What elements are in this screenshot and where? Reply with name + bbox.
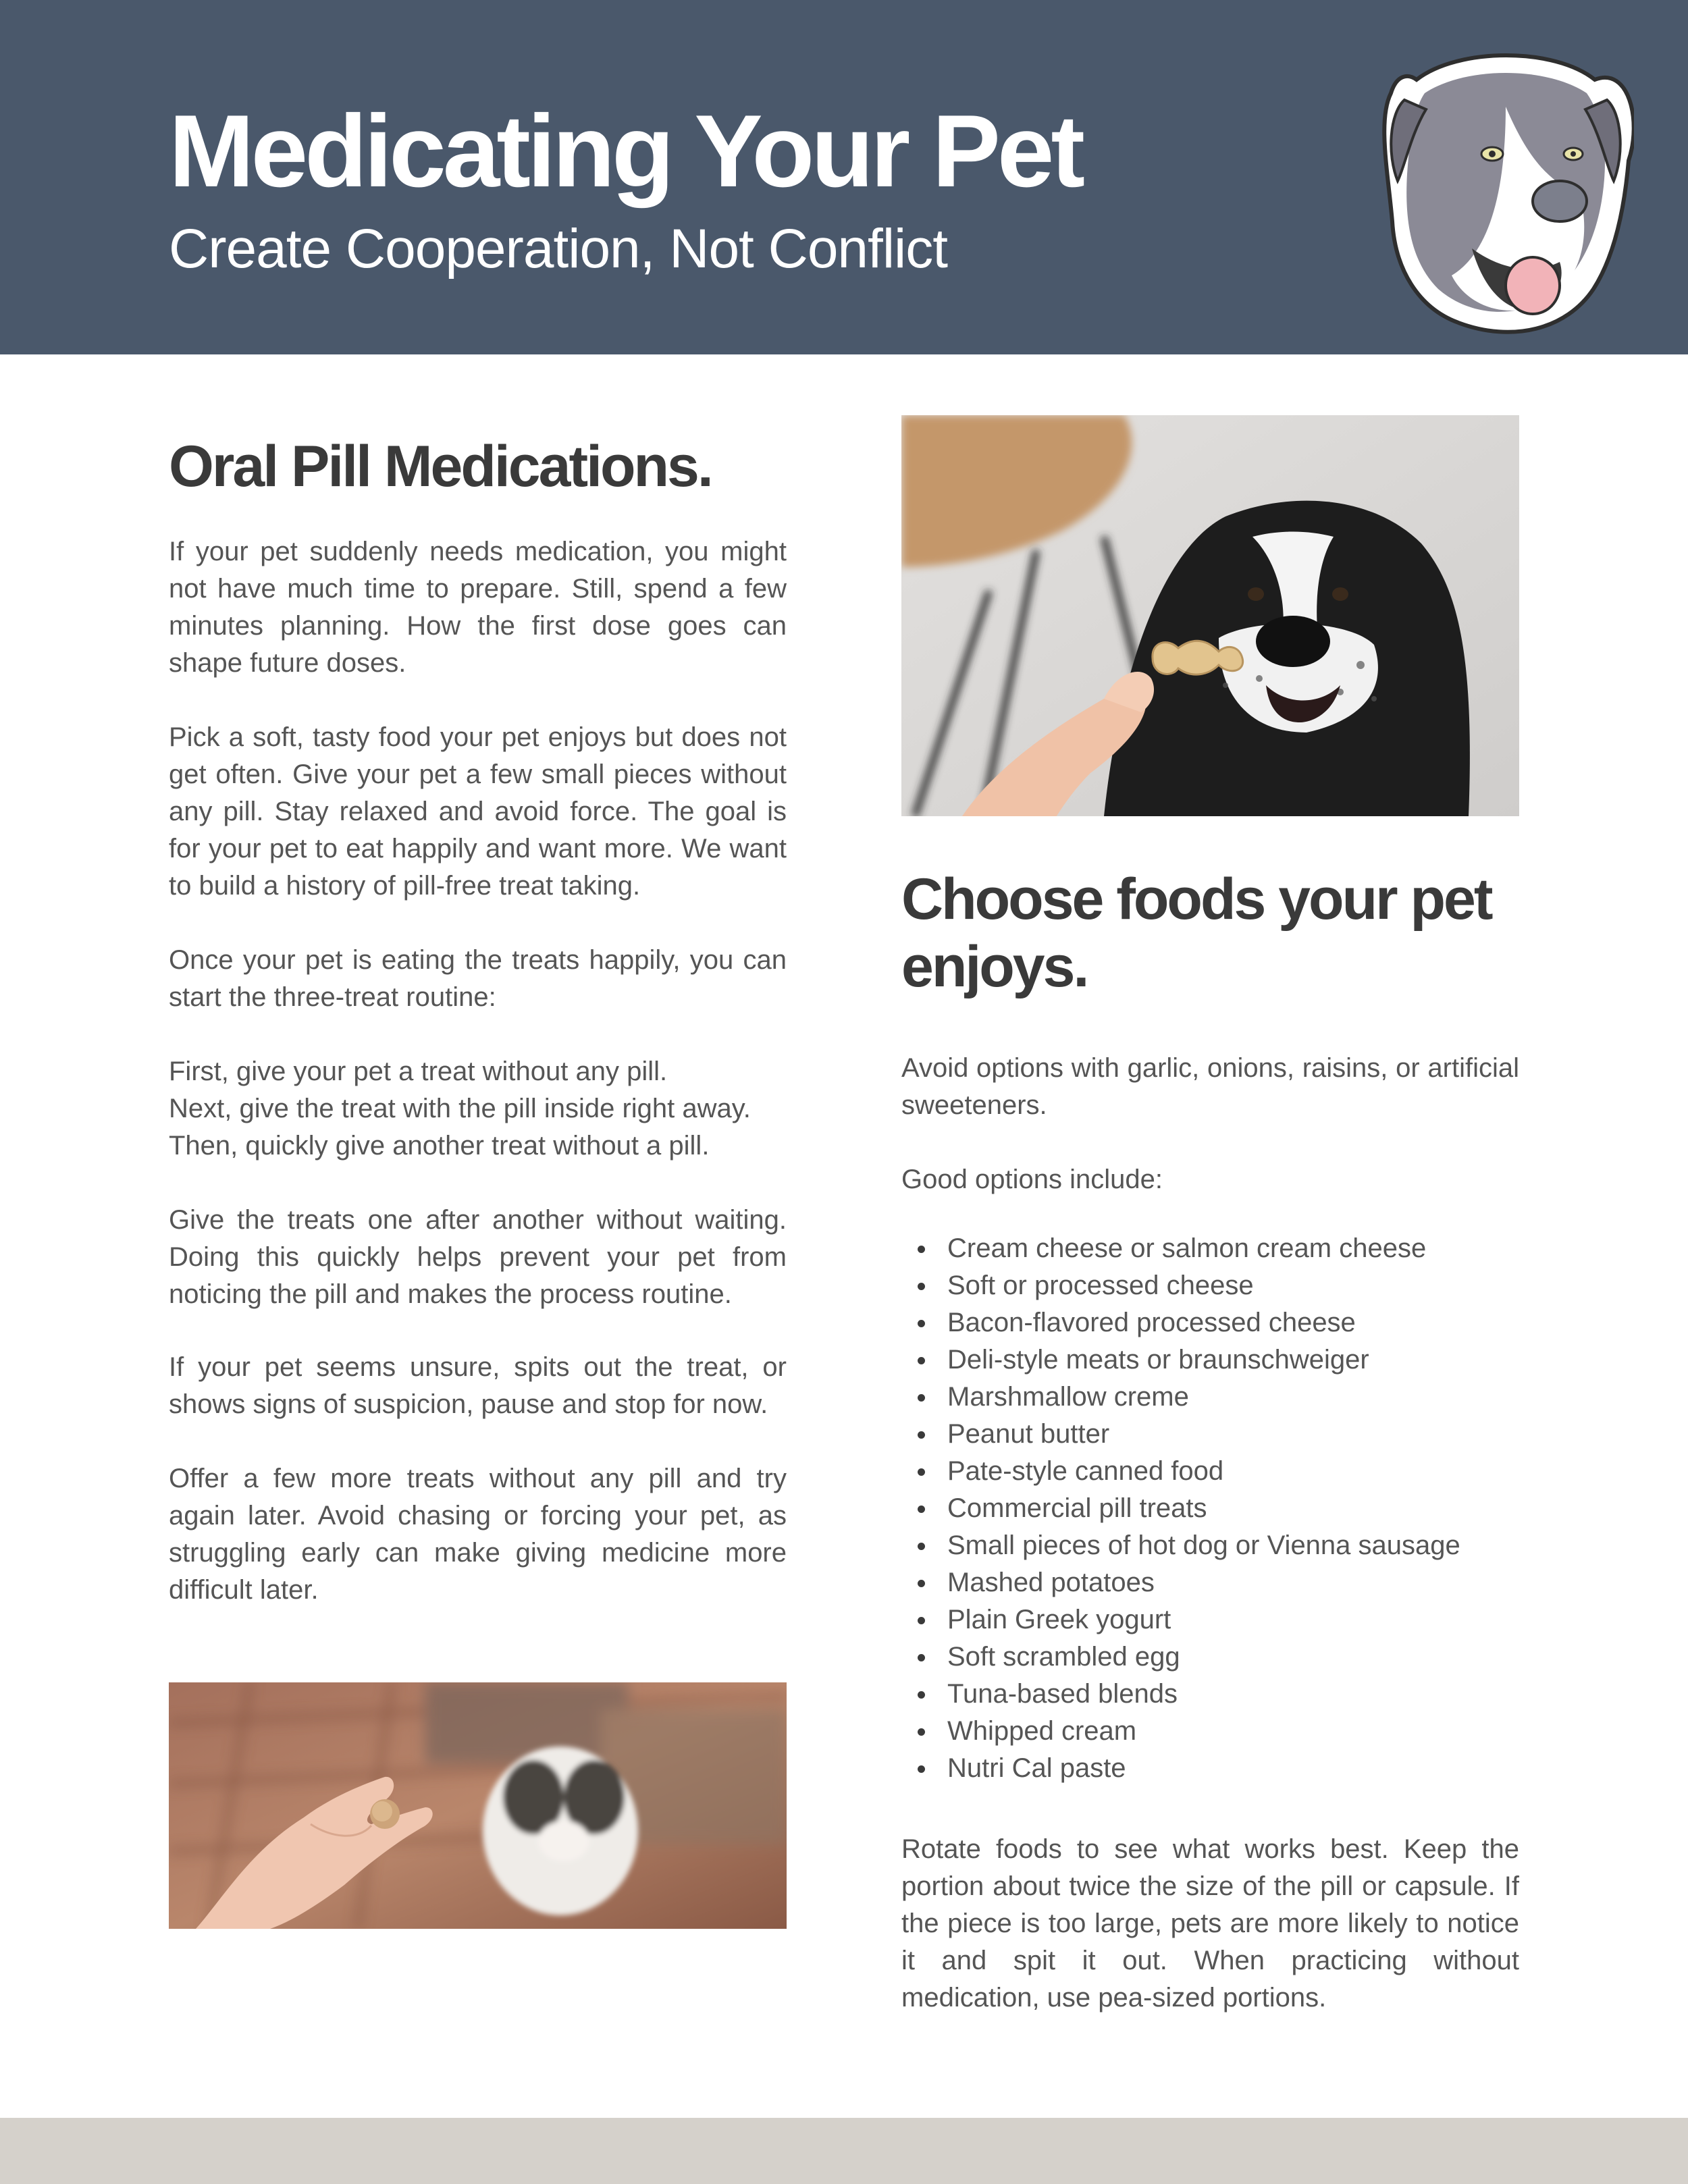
list-item: Commercial pill treats xyxy=(901,1490,1563,1527)
try-again-paragraph: Offer a few more treats without any pill and try again later. Avoid chasing or forcing your pet, as struggling early can make giving medicine more difficult later. xyxy=(169,1464,787,1605)
bullet-icon xyxy=(918,1357,925,1364)
list-item: Soft or processed cheese xyxy=(901,1267,1563,1304)
list-item: Nutri Cal paste xyxy=(901,1750,1563,1787)
bullet-icon xyxy=(918,1320,925,1327)
routine-step-2: Next, give the treat with the pill inside right away. xyxy=(169,1094,751,1123)
bullet-icon xyxy=(918,1283,925,1290)
list-item: Cream cheese or salmon cream cheese xyxy=(901,1230,1563,1267)
quick-treats-paragraph: Give the treats one after another without waiting. Doing this quickly helps prevent your pet from noticing the pill and makes the process routine. xyxy=(169,1205,787,1309)
list-item: Deli-style meats or braunschweiger xyxy=(901,1341,1563,1379)
intro-paragraph: If your pet suddenly needs medication, you might not have much time to prepare. Still, spend a few minutes planning. How the first dose goes can shape future doses. xyxy=(169,537,787,678)
food-choice-paragraph: Pick a soft, tasty food your pet enjoys but does not get often. Give your pet a few small pieces without any pill. Stay relaxed and avoid force. The goal is for your pet to eat happily and want more. We want to build a history of pill-free treat taking. xyxy=(169,722,787,901)
list-item: Pate-style canned food xyxy=(901,1453,1563,1490)
list-item: Mashed potatoes xyxy=(901,1564,1563,1601)
list-item: Marshmallow creme xyxy=(901,1379,1563,1416)
bullet-icon xyxy=(918,1246,925,1253)
routine-step-1: First, give your pet a treat without any pill. xyxy=(169,1057,668,1086)
list-item: Soft scrambled egg xyxy=(901,1639,1563,1676)
bullet-icon xyxy=(918,1580,925,1587)
bullet-icon xyxy=(918,1431,925,1439)
choose-foods-heading: Choose foods your pet enjoys. xyxy=(901,867,1492,999)
bullet-icon xyxy=(918,1506,925,1513)
footer-bar xyxy=(0,2118,1688,2184)
bullet-icon xyxy=(918,1468,925,1476)
list-item: Small pieces of hot dog or Vienna sausage xyxy=(901,1527,1563,1564)
page-title: Medicating Your Pet xyxy=(169,94,1082,209)
oral-pill-heading: Oral Pill Medications. xyxy=(169,434,712,499)
unsure-pet-paragraph: If your pet seems unsure, spits out the treat, or shows signs of suspicion, pause and stop for now. xyxy=(169,1352,787,1419)
bullet-icon xyxy=(918,1654,925,1661)
list-item: Whipped cream xyxy=(901,1713,1563,1750)
bullet-icon xyxy=(918,1543,925,1550)
good-foods-list xyxy=(901,1230,1563,1787)
routine-step-3: Then, quickly give another treat without a pill. xyxy=(169,1131,710,1161)
list-item: Tuna-based blends xyxy=(901,1676,1563,1713)
good-options-label: Good options include: xyxy=(901,1165,1163,1194)
bullet-icon xyxy=(918,1728,925,1736)
page-subtitle: Create Cooperation, Not Conflict xyxy=(169,218,948,279)
header-banner xyxy=(0,0,1688,354)
hand-holding-pill-photo xyxy=(169,1682,787,1929)
rotate-foods-paragraph: Rotate foods to see what works best. Keep the portion about twice the size of the pill or capsule. If the piece is too large, pets are more likely to notice it and spit it out. When practicing without medication, use pea-sized portions. xyxy=(901,1834,1519,2013)
bullet-icon xyxy=(918,1691,925,1699)
list-item: Bacon-flavored processed cheese xyxy=(901,1304,1563,1341)
dog-taking-bone-treat-photo xyxy=(901,415,1519,816)
list-item: Plain Greek yogurt xyxy=(901,1601,1563,1639)
routine-intro-paragraph: Once your pet is eating the treats happily, you can start the three-treat routine: xyxy=(169,945,787,1012)
bullet-icon xyxy=(918,1394,925,1402)
bullet-icon xyxy=(918,1617,925,1624)
list-item: Peanut butter xyxy=(901,1416,1563,1453)
dog-face-logo-icon xyxy=(1377,53,1634,336)
bullet-icon xyxy=(918,1765,925,1773)
avoid-options-paragraph: Avoid options with garlic, onions, raisins, or artificial sweeteners. xyxy=(901,1053,1519,1120)
